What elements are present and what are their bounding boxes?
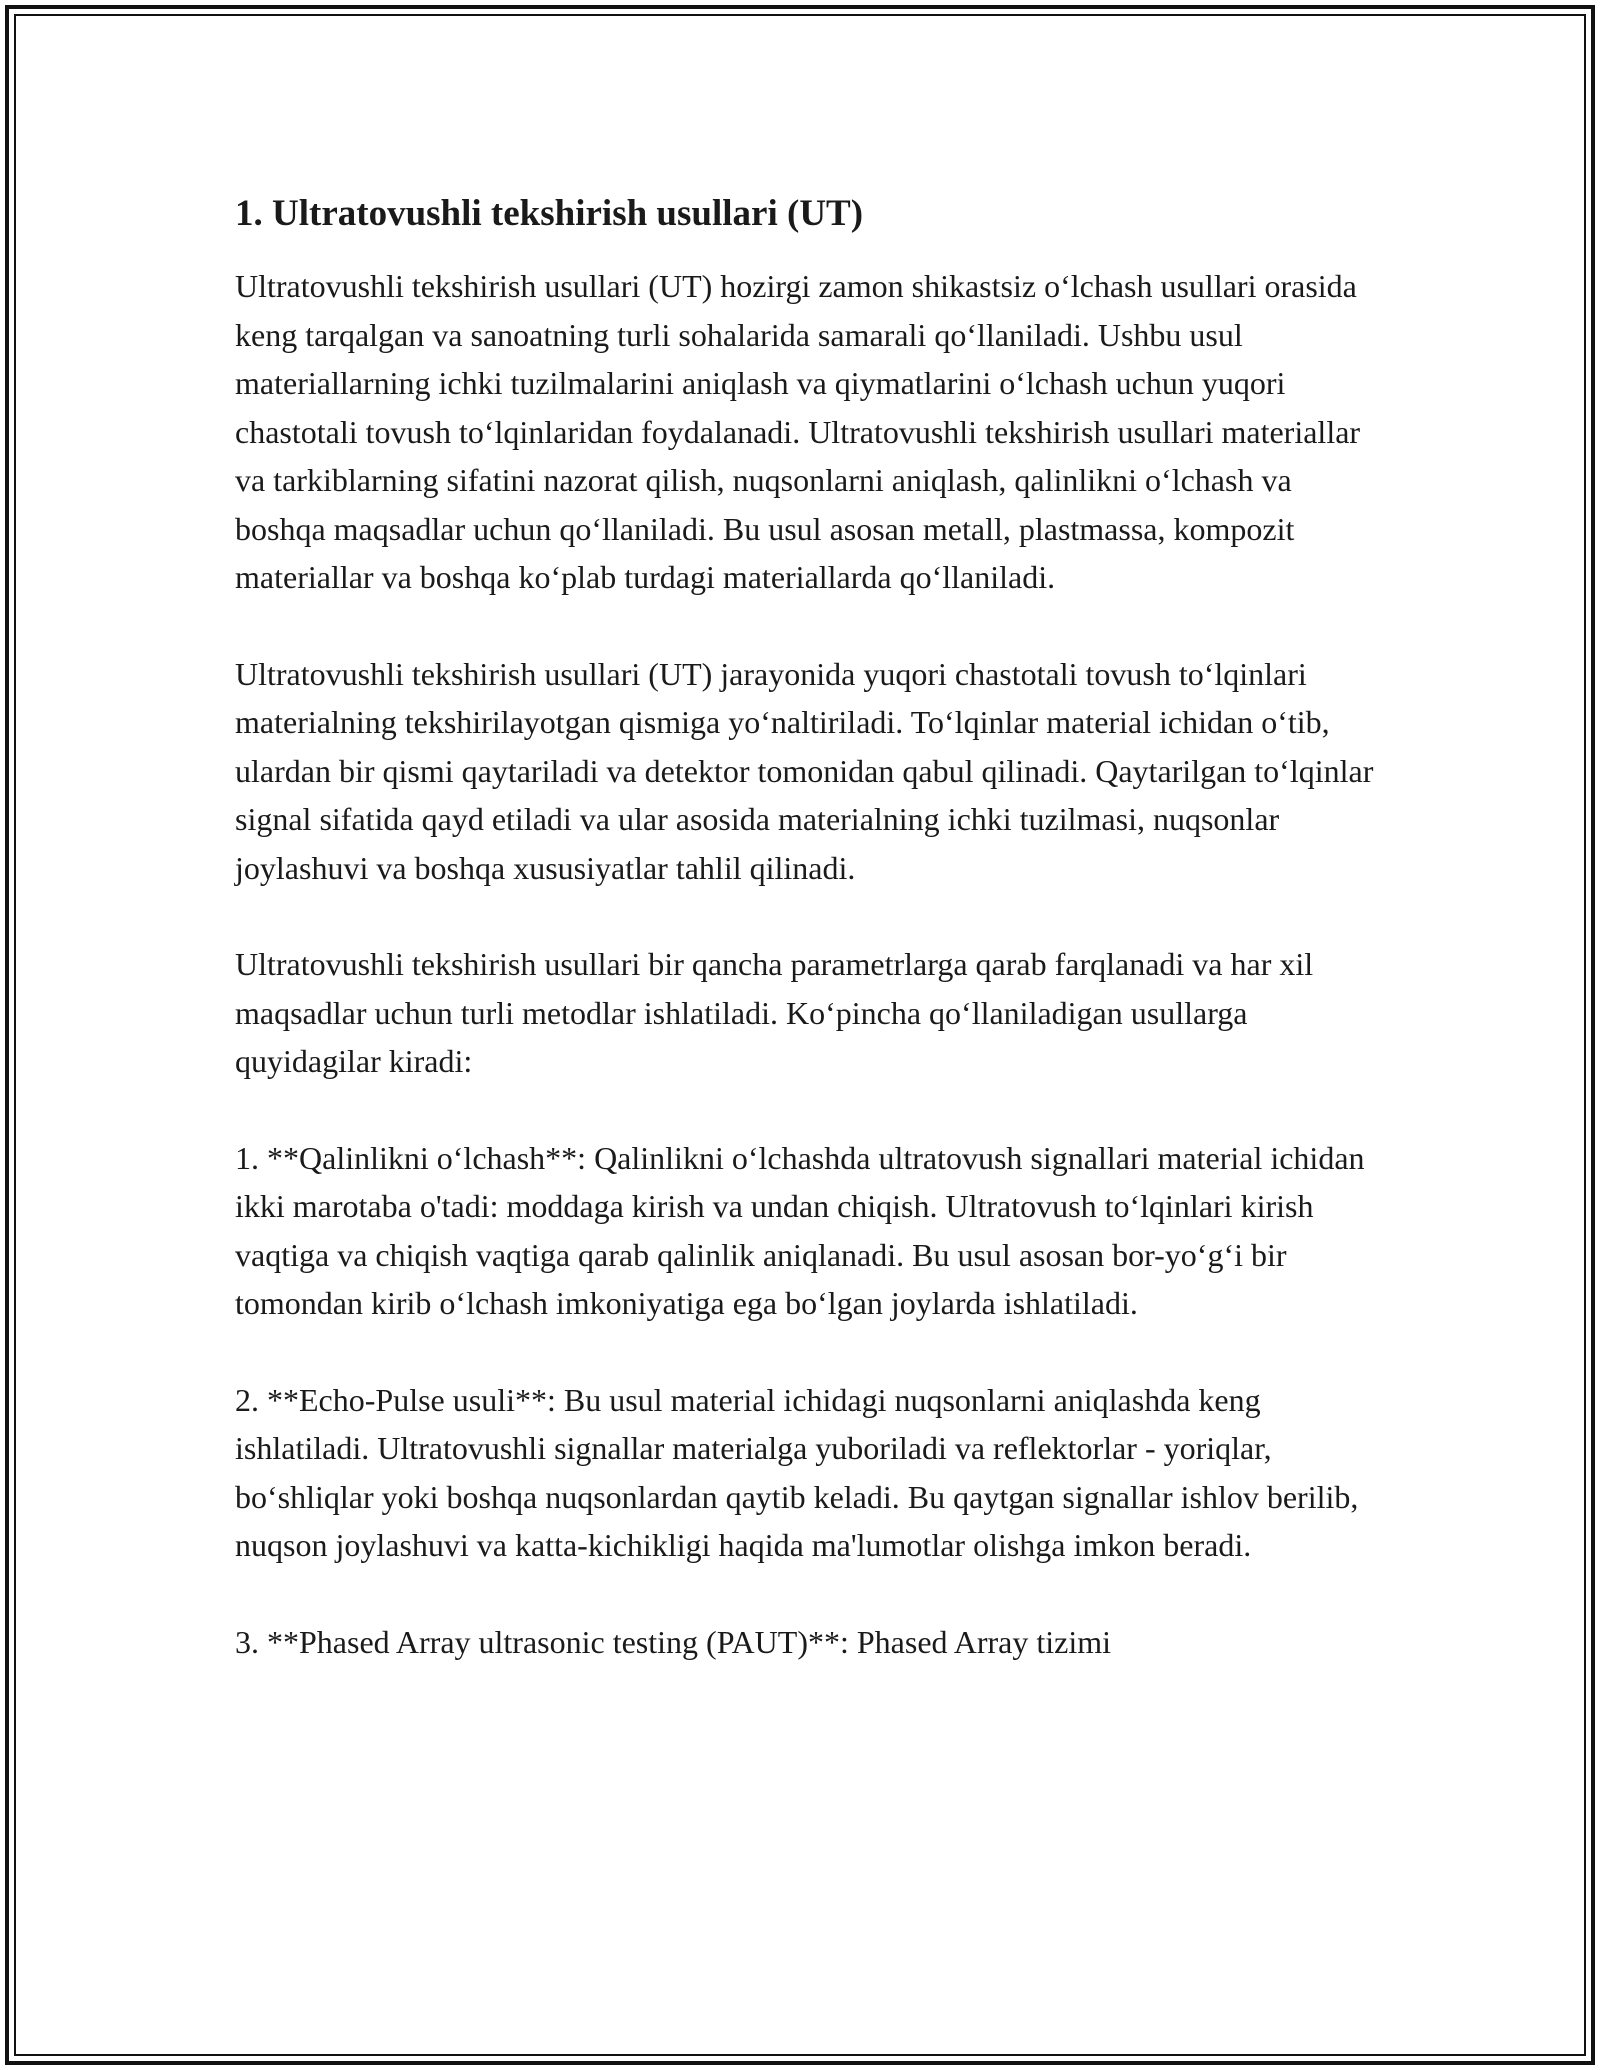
list-item-thickness: 1. **Qalinlikni o‘lchash**: Qalinlikni o‘lchashda ultratovush signallari material ichidan ikki marotaba o'tadi: moddaga kirish va undan chiqish. Ultratovush to‘lqinlari kirish vaqtiga va chiqish vaqtiga qarab qalinlik aniqlanadi. Bu usul asosan bor-yo‘g‘i bir tomondan kirib o‘lchash imkoniyatiga ega bo‘lgan joylarda ishlatiladi. (235, 1139, 1365, 1321)
paragraph-intro: Ultratovushli tekshirish usullari (UT) hozirgi zamon shikastsiz o‘lchash usullari orasida keng tarqalgan va sanoatning turli sohalarida samarali qo‘llaniladi. Ushbu usul materiallarning ichki tuzilmalarini aniqlash va qiymatlarini o‘lchash uchun yuqori chastotali tovush to‘lqinlaridan foydalanadi. Ultratovushli tekshirish usullari materiallar va tarkiblarning sifatini nazorat qilish, nuqsonlarni aniqlash, qalinlikni o‘lchash va boshqa maqsadlar uchun qo‘llaniladi. Bu usul asosan metall, plastmassa, kompozit materiallar va boshqa ko‘plab turdagi materiallarda qo‘llaniladi. (235, 268, 1361, 595)
list-item-echo-pulse: 2. **Echo-Pulse usuli**: Bu usul material ichidagi nuqsonlarni aniqlashda keng ishlatiladi. Ultratovushli signallar materialga yuboriladi va reflektorlar - yoriqlar, bo‘shliqlar yoki boshqa nuqsonlardan qaytib keladi. Bu qaytgan signallar ishlov berilib, nuqson joylashuvi va katta-kichikligi haqida ma'lumotlar olishga imkon beradi. (235, 1381, 1359, 1563)
document-body (235, 186, 1375, 1666)
paragraph-methods-intro: Ultratovushli tekshirish usullari bir qancha parametrlarga qarab farqlanadi va har xil maqsadlar uchun turli metodlar ishlatiladi. Ko‘pincha qo‘llaniladigan usullarga quyidagilar kiradi: (235, 946, 1314, 1079)
section-heading: 1. Ultratovushli tekshirish usullari (UT) (235, 193, 864, 234)
list-item-paut: 3. **Phased Array ultrasonic testing (PAUT)**: Phased Array tizimi (235, 1623, 1112, 1660)
paragraph-process: Ultratovushli tekshirish usullari (UT) jarayonida yuqori chastotali tovush to‘lqinlari materialning tekshirilayotgan qismiga yo‘naltiriladi. To‘lqinlar material ichidan o‘tib, ulardan bir qismi qaytariladi va detektor tomonidan qabul qilinadi. Qaytarilgan to‘lqinlar signal sifatida qayd etiladi va ular asosida materialning ichki tuzilmasi, nuqsonlar joylashuvi va boshqa xususiyatlar tahlil qilinadi. (235, 655, 1374, 886)
